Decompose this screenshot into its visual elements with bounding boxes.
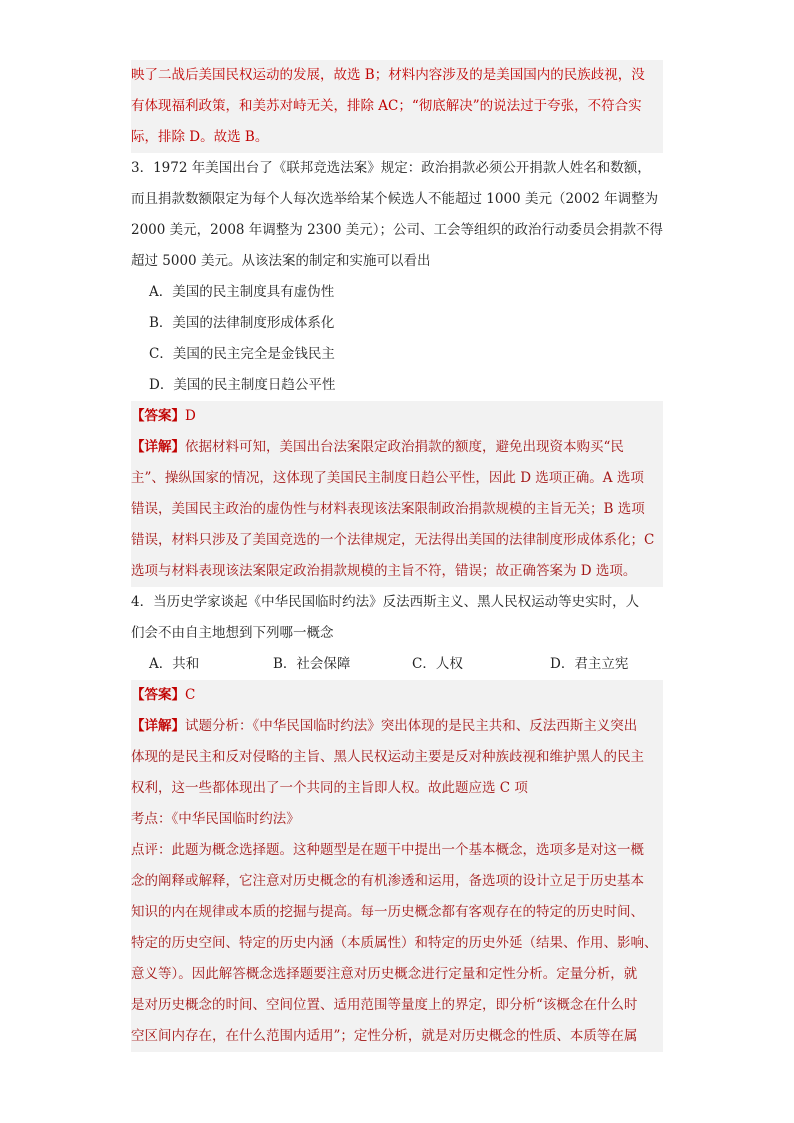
- explanation-line: 际，排除 D。故选 B。: [131, 122, 663, 153]
- q4-detail-line: [131, 711, 663, 742]
- q3-detail-line: 选项与材料表现该法案限定政治捐款规模的主旨不符，错误；故正确答案为 D 选项。: [131, 556, 663, 587]
- q4-answer-tag: 【答案】: [131, 687, 185, 703]
- q4-detail-line: 意义等）。因此解答概念选择题要注意对历史概念进行定量和定性分析。定量分析，就: [131, 959, 663, 990]
- q3-answer-value: D: [185, 408, 196, 424]
- q4-option-a: A．共和: [149, 656, 200, 672]
- q3-option-d: D．美国的民主制度日趋公平性: [149, 377, 336, 393]
- q3-detail-line: [131, 432, 663, 463]
- explanation-line: 映了二战后美国民权运动的发展，故选 B；材料内容涉及的是美国国内的民族歧视，没: [131, 60, 663, 91]
- q4-stem-line: 4．当历史学家谈起《中华民国临时约法》反法西斯主义、黑人民权运动等史实时，人: [131, 594, 640, 610]
- q4-detail-line: 念的阐释或解释，它注意对历史概念的有机渗透和运用，备选项的设计立足于历史基本: [131, 866, 663, 897]
- q3-stem-line: 3．1972 年美国出台了《联邦竞选法案》规定：政治捐款必须公开捐款人姓名和数额，: [131, 160, 651, 176]
- q3-detail-line: 主”、操纵国家的情况，这体现了美国民主制度日趋公平性，因此 D 选项正确。A 选项: [131, 463, 663, 494]
- q3-stem-line: 超过 5000 美元。从该法案的制定和实施可以看出: [131, 253, 431, 269]
- q4-detail-line: 是对历史概念的时间、空间位置、适用范围等量度上的界定，即分析“该概念在什么时: [131, 990, 663, 1021]
- q3-detail-text: 依据材料可知，美国出台法案限定政治捐款的额度，避免出现资本购买“民: [185, 439, 624, 455]
- q4-detail-tag: 【详解】: [131, 718, 185, 734]
- q4-detail-line: 知识的内在规律或本质的挖掘与提高。每一历史概念都有客观存在的特定的历史时间、: [131, 897, 663, 928]
- q4-detail-line: 点评：此题为概念选择题。这种题型是在题干中提出一个基本概念，选项多是对这一概: [131, 835, 663, 866]
- q4-detail-line: 空区间内存在，在什么范围内适用”；定性分析，就是对历史概念的性质、本质等在属: [131, 1021, 663, 1052]
- q3-detail-tag: 【详解】: [131, 439, 185, 455]
- q4-stem-line: 们会不由自主地想到下列哪一概念: [131, 625, 334, 641]
- q3-answer: [131, 401, 663, 432]
- q3-option-b: B．美国的法律制度形成体系化: [149, 315, 335, 331]
- q4-option-b: B．社会保障: [273, 656, 351, 672]
- q3-stem-line: 而且捐款数额限定为每个人每次选举给某个候选人不能超过 1000 美元（2002 年调整为: [131, 191, 659, 207]
- q4-options: [131, 649, 663, 680]
- q4-option-c: C．人权: [412, 656, 463, 672]
- q4-detail-text: 试题分析：《中华民国临时约法》突出体现的是民主共和、反法西斯主义突出: [185, 718, 638, 734]
- q3-detail-line: 错误，材料只涉及了美国竞选的一个法律规定，无法得出美国的法律制度形成体系化；C: [131, 525, 663, 556]
- q4-detail-line: 考点：《中华民国临时约法》: [131, 804, 663, 835]
- q4-answer-value: C: [185, 687, 196, 703]
- document-content: [131, 60, 663, 1052]
- q4-detail-line: 权利，这一些都体现出了一个共同的主旨即人权。故此题应选 C 项: [131, 773, 663, 804]
- q3-detail-line: 错误，美国民主政治的虚伪性与材料表现该法案限制政治捐款规模的主旨无关；B 选项: [131, 494, 663, 525]
- q3-option-c: C．美国的民主完全是金钱民主: [149, 346, 335, 362]
- q3-stem-line: 2000 美元，2008 年调整为 2300 美元）；公司、工会等组织的政治行动委员会捐款不得: [131, 222, 663, 238]
- q4-answer: [131, 680, 663, 711]
- q4-detail-line: 特定的历史空间、特定的历史内涵（本质属性）和特定的历史外延（结果、作用、影响、: [131, 928, 663, 959]
- explanation-line: 有体现福利政策，和美苏对峙无关，排除 AC；“彻底解决”的说法过于夸张，不符合实: [131, 91, 663, 122]
- q4-option-d: D．君主立宪: [550, 656, 629, 672]
- q3-option-a: A．美国的民主制度具有虚伪性: [149, 284, 335, 300]
- q3-answer-tag: 【答案】: [131, 408, 185, 424]
- q4-detail-line: 体现的是民主和反对侵略的主旨、黑人民权运动主要是反对种族歧视和维护黑人的民主: [131, 742, 663, 773]
